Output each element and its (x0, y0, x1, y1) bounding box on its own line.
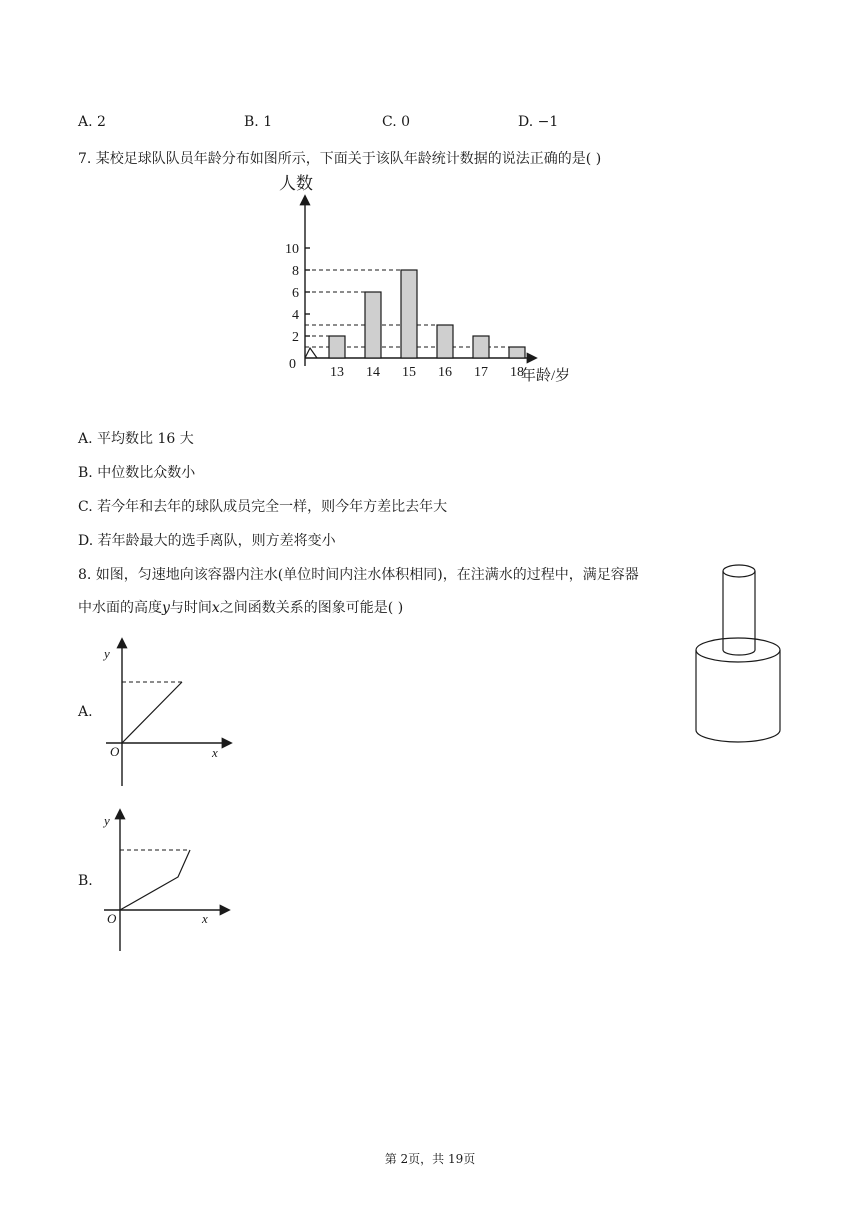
graph-b-origin: O (107, 911, 117, 926)
q6-option-a: A. 2 (78, 114, 106, 130)
q7-option-c: C. 若今年和去年的球队成员完全一样，则今年方差比去年大 (78, 499, 448, 515)
graph-b-x-label: x (202, 911, 208, 926)
chart-bar (437, 325, 453, 358)
q7-stem: 7. 某校足球队队员年龄分布如图所示，下面关于该队年龄统计数据的说法正确的是( ) (78, 151, 602, 167)
graph-a-x-label: x (212, 745, 218, 760)
graph-b-y-label: y (104, 813, 110, 828)
chart-category-label: 15 (402, 365, 416, 380)
graph-a-origin: O (110, 744, 120, 759)
chart-y-tick-label: 8 (292, 264, 299, 279)
chart-category-label: 18 (510, 365, 524, 380)
chart-category-label: 17 (474, 365, 488, 380)
graph-a-y-label: y (104, 646, 110, 661)
chart-bar (509, 347, 525, 358)
q8-option-b-label: B. (78, 873, 93, 889)
chart-y-tick-label: 4 (292, 308, 299, 323)
q7-option-a: A. 平均数比 16 大 (78, 431, 194, 447)
q7-option-b: B. 中位数比众数小 (78, 465, 196, 481)
chart-bar (401, 270, 417, 358)
q8-stem-line2: 中水面的高度𝑦与时间𝑥之间函数关系的图象可能是( ) (78, 600, 404, 616)
page-number: 第 2页，共 19页 (384, 1152, 476, 1166)
chart-origin-label: 0 (289, 357, 296, 372)
chart-y-tick-label: 10 (285, 242, 299, 257)
chart-x-axis-title: 年龄/岁 (521, 368, 571, 384)
chart-bar (473, 336, 489, 358)
chart-y-axis-title: 人数 (279, 174, 313, 193)
chart-y-tick-label: 6 (292, 286, 299, 301)
q8-stem-line1: 8. 如图，匀速地向该容器内注水(单位时间内注水体积相同)，在注满水的过程中，满足容器 (78, 567, 639, 583)
chart-bar (329, 336, 345, 358)
chart-category-label: 13 (330, 365, 344, 380)
q6-option-c: C. 0 (382, 114, 411, 130)
q6-option-b: B. 1 (244, 114, 273, 130)
chart-bar (365, 292, 381, 358)
chart-y-tick-label: 2 (292, 330, 299, 345)
chart-category-label: 16 (438, 365, 452, 380)
q8-option-b-graph (96, 805, 246, 960)
q6-option-d: D. −1 (518, 114, 559, 130)
age-distribution-chart (260, 165, 600, 390)
q8-option-a-label: A. (78, 704, 93, 720)
q7-option-d: D. 若年龄最大的选手离队，则方差将变小 (78, 533, 336, 549)
chart-axis-break (305, 348, 317, 358)
chart-category-label: 14 (366, 365, 380, 380)
q8-option-a-graph (96, 632, 246, 792)
container-figure (692, 560, 788, 750)
